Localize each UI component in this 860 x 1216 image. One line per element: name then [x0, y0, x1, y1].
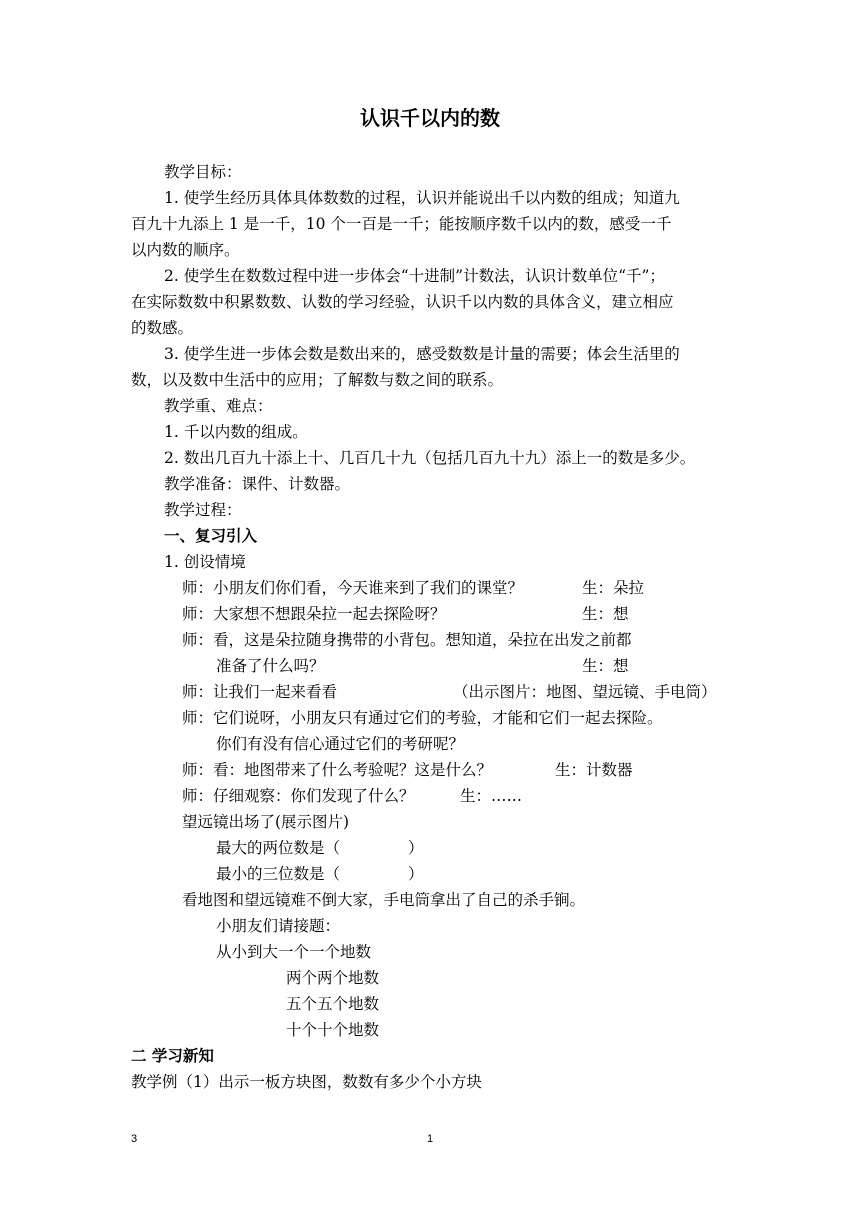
count-by-one: 从小到大一个一个地数	[216, 943, 372, 961]
goal2-line3: 的数感。	[131, 319, 194, 337]
subsection-1: 1. 创设情境	[164, 553, 246, 571]
dialog-line-3b: 准备了什么吗？	[216, 657, 325, 675]
please-answer-line: 小朋友们请接题：	[216, 917, 341, 935]
dialog-line-3a: 师：看，这是朵拉随身携带的小背包。想知道，朵拉在出发之前都	[182, 631, 632, 649]
goal1-line1: 1. 使学生经历具体具体数数的过程，认识并能说出千以内数的组成；知道九	[164, 189, 680, 207]
process-heading: 教学过程：	[164, 501, 242, 519]
goal3-line2: 数，以及数中生活中的应用；了解数与数之间的联系。	[131, 371, 504, 389]
dialog-reply-2: 生：想	[582, 605, 629, 623]
dialog-line-5a: 师：它们说呀，小朋友只有通过它们的考验，才能和它们一起去探险。	[182, 709, 663, 727]
example-line: 教学例（1）出示一板方块图，数数有多少个小方块	[131, 1073, 482, 1091]
count-by-two: 两个两个地数	[286, 969, 380, 987]
goal2-line2: 在实际数数中积累数数、认数的学习经验，认识千以内数的具体含义，建立相应	[131, 293, 674, 311]
question-2: 最小的三位数是（	[216, 865, 341, 883]
key-points-heading: 教学重、难点：	[164, 397, 273, 415]
dialog-reply-1: 生：朵拉	[582, 579, 645, 597]
count-by-five: 五个五个地数	[286, 995, 380, 1013]
question-1: 最大的两位数是（	[216, 839, 341, 857]
goal3-line1: 3. 使学生进一步体会数是数出来的，感受数数是计量的需要；体会生活里的	[164, 345, 680, 363]
question-2-close: ）	[408, 865, 424, 883]
flashlight-line: 看地图和望远镜难不倒大家，手电筒拿出了自己的杀手锏。	[182, 891, 586, 909]
question-1-close: ）	[408, 839, 424, 857]
dialog-line-2: 师：大家想不想跟朵拉一起去探险呀？	[182, 605, 446, 623]
goal1-line3: 以内数的顺序。	[131, 241, 240, 259]
key-point-1: 1. 千以内数的组成。	[164, 423, 308, 441]
count-by-ten: 十个十个地数	[286, 1021, 380, 1039]
goals-heading: 教学目标：	[164, 163, 242, 181]
dialog-reply-7: 生：……	[460, 787, 523, 805]
dialog-reply-6: 生：计数器	[555, 761, 633, 779]
dialog-reply-3: 生：想	[582, 657, 629, 675]
key-point-2: 2. 数出几百九十添上十、几百几十九（包括几百九十九）添上一的数是多少。	[164, 449, 696, 467]
footer-left-number: 3	[131, 1133, 138, 1145]
dialog-line-7: 师：仔细观察：你们发现了什么？	[182, 787, 415, 805]
dialog-line-5b: 你们有没有信心通过它们的考研呢？	[216, 735, 465, 753]
footer-page-number: 1	[427, 1133, 434, 1145]
dialog-line-1: 师：小朋友们你们看，今天谁来到了我们的课堂？	[182, 579, 524, 597]
preparation: 教学准备：课件、计数器。	[164, 475, 351, 493]
section-2-heading: 二 学习新知	[131, 1047, 214, 1065]
goal2-line1: 2. 使学生在数数过程中进一步体会“十进制”计数法，认识计数单位“千”；	[164, 267, 665, 285]
telescope-line: 望远镜出场了(展示图片)	[182, 813, 350, 831]
dialog-reply-4: （出示图片：地图、望远镜、手电筒）	[453, 683, 717, 701]
page-title: 认识千以内的数	[360, 106, 500, 130]
dialog-line-6: 师：看：地图带来了什么考验呢？这是什么？	[182, 761, 493, 779]
goal1-line2: 百九十九添上 1 是一千，10 个一百是一千；能按顺序数千以内的数，感受一千	[131, 215, 672, 233]
section-1-heading: 一、复习引入	[164, 527, 258, 545]
dialog-line-4: 师：让我们一起来看看	[182, 683, 338, 701]
